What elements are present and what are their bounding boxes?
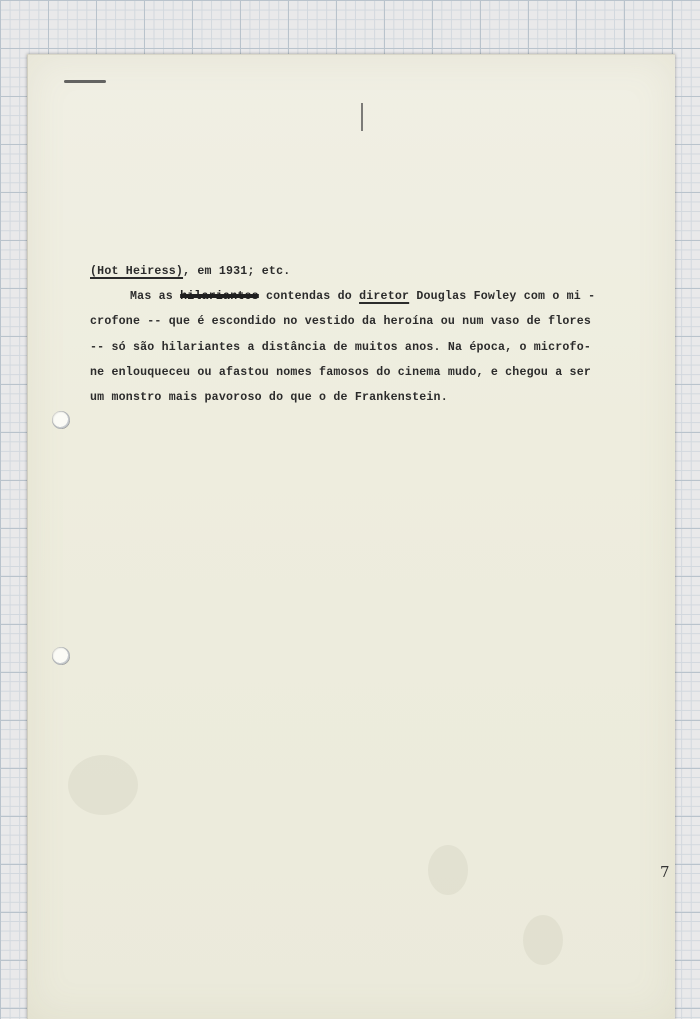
- text-span: Mas as: [130, 290, 181, 304]
- stain: [523, 915, 563, 965]
- text-line-4: -- só são hilariantes a distância de muitos anos. Na época, o microfo-: [90, 340, 592, 354]
- underlined-word: diretor: [359, 290, 410, 304]
- text-span: , em 1931; etc.: [183, 265, 291, 278]
- text-line-6: um monstro mais pavoroso do que o de Frankenstein.: [90, 391, 448, 405]
- text-line-2: [130, 284, 650, 309]
- ink-mark: [361, 103, 363, 131]
- film-title: (Hot Heiress): [90, 265, 184, 278]
- struck-word: hilariantes: [180, 290, 259, 304]
- body-text: [90, 259, 650, 410]
- stain: [428, 845, 468, 895]
- text-span: contendas do: [258, 290, 360, 304]
- stain: [68, 755, 138, 815]
- text-line-1: [90, 259, 650, 284]
- punch-hole: [52, 411, 70, 429]
- punch-hole: [52, 647, 70, 665]
- ink-mark: [64, 80, 106, 83]
- text-line-3: crofone -- que é escondido no vestido da heroína ou num vaso de flores: [90, 315, 592, 329]
- page-number: 7: [660, 863, 670, 881]
- typewritten-page: [27, 54, 675, 1019]
- text-line-5: ne enlouqueceu ou afastou nomes famosos do cinema mudo, e chegou a ser: [90, 365, 592, 379]
- text-span: Douglas Fowley com o mi -: [409, 290, 596, 304]
